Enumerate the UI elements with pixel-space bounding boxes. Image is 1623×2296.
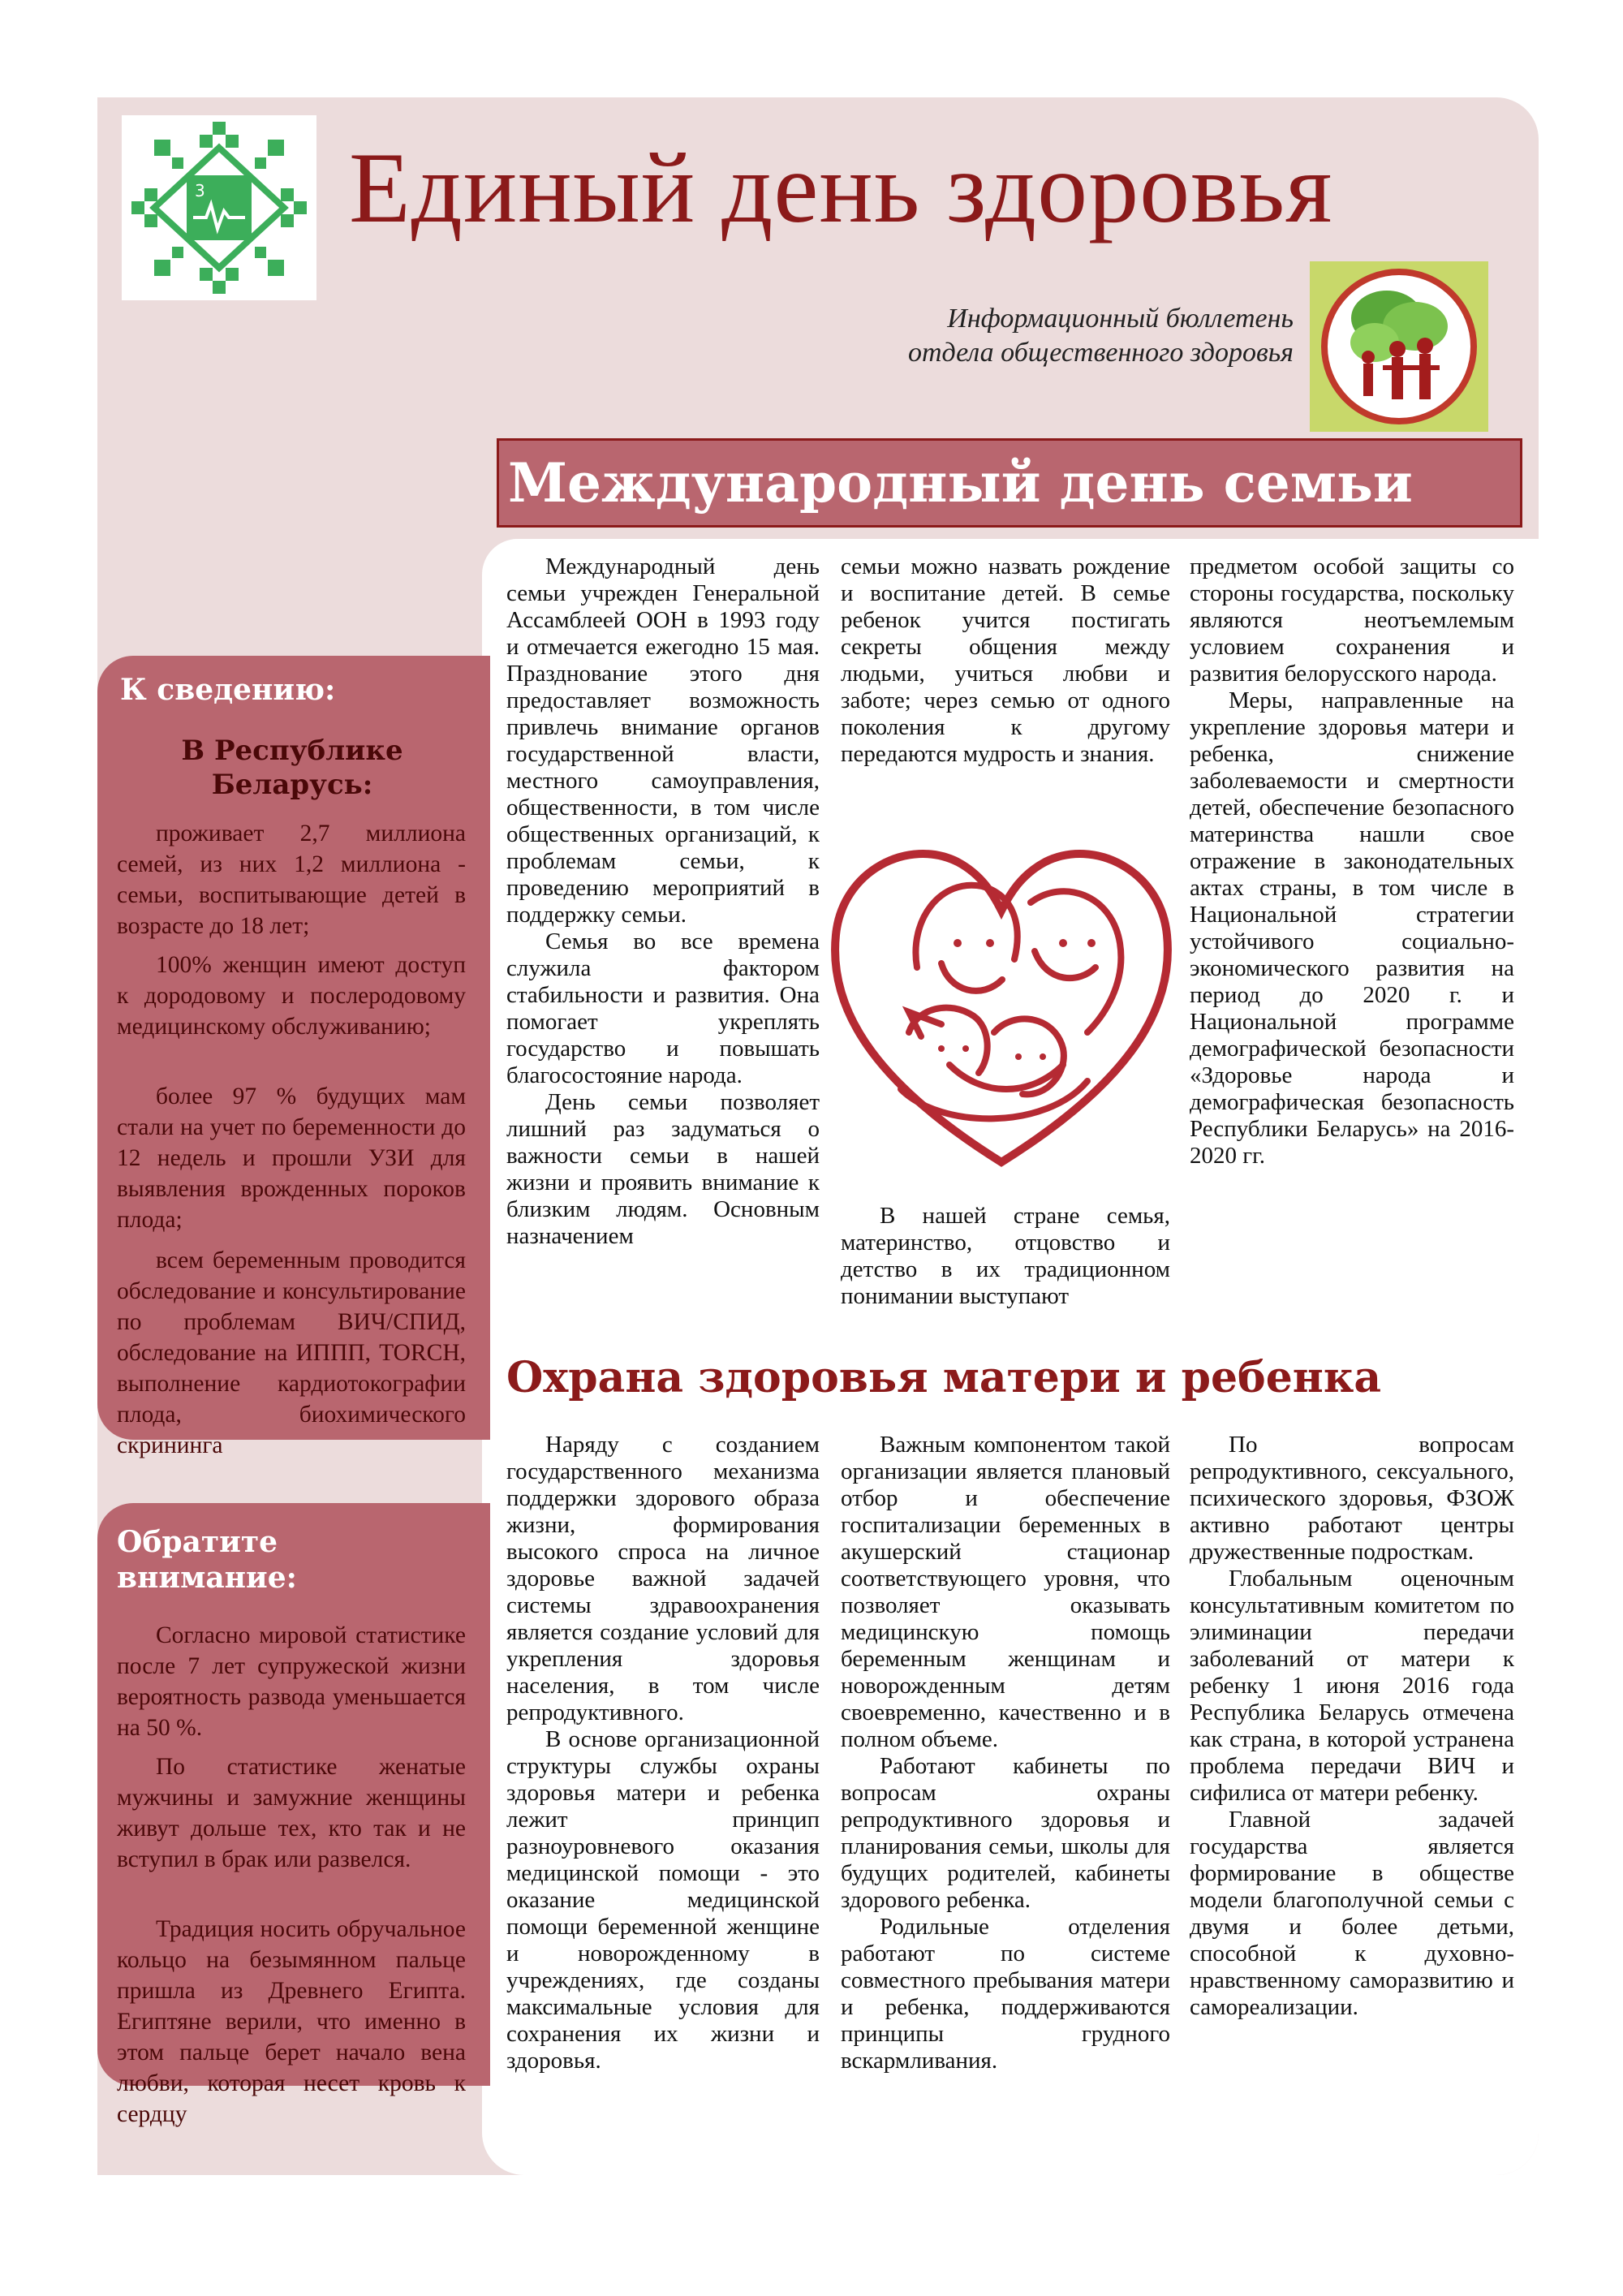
subtitle-line-1: Информационный бюллетень <box>947 304 1294 334</box>
public-health-emblem <box>1310 261 1488 432</box>
family-heart-icon <box>820 821 1183 1185</box>
attention-item: Согласно мировой статистике после 7 лет супружеской жизни вероятность развода уменьшается на 50 %. <box>117 1622 466 1741</box>
mother-child-column-3 <box>1190 1432 1514 2021</box>
paragraph: День семьи позволяет лишний раз задуматься о важности семьи в нашей жизни и проявить внимание к близким людям. Основным назначением <box>506 1089 820 1249</box>
health-ornament-logo <box>122 115 316 300</box>
paragraph: Наряду с созданием государственного механизма поддержки здорового образа жизни, формирования высокого спроса на личное здоровье важной задачей системы здравоохранения является создание условий для укрепления здоровья населения, в том числе репродуктивного. <box>506 1432 820 1725</box>
family-heart-image <box>820 821 1183 1185</box>
attention-heading-line-1: Обратите <box>117 1525 278 1559</box>
family-day-column-2 <box>841 554 1170 768</box>
paragraph: Важным компонентом такой организации является плановый отбор и обеспечение госпитализации беременных в акушерский стационар соответствующего уровня, что позволяет оказывать медицинскую помощь беременным женщинам и новорожденным детям своевременно, качественно и в полном объеме. <box>841 1432 1170 1752</box>
section-title-mother-child: Охрана здоровья матери и ребенка <box>506 1353 1382 1402</box>
info-item: более 97 % будущих мам стали на учет по беременности до 12 недель и прошли УЗИ для выявления врожденных пороков плода; <box>117 1083 466 1233</box>
mother-child-column-1 <box>506 1432 820 2074</box>
family-tree-emblem-icon <box>1310 261 1488 432</box>
family-day-column-1 <box>506 554 820 1250</box>
info-item: всем беременным проводится обследование и консультирование по проблемам ВИЧ/СПИД, обследование на ИППП, TORCH, выполнение кардиотокографии плода, биохимического скрининга <box>117 1247 466 1458</box>
attention-item: По статистике женатые мужчины и замужние женщины живут дольше тех, кто так и не вступил в брак или развелся. <box>117 1754 466 1872</box>
paragraph: предметом особой защиты со стороны государства, поскольку являются неотъемлемым условием сохранения и развития белорусского народа. <box>1190 554 1514 687</box>
family-day-column-2-bottom <box>841 1203 1170 1310</box>
paragraph: семьи можно назвать рождение и воспитание детей. В семье ребенок учится постигать секреты общения между людьми, учиться любви и заботе; через семью от одного поколения к другому передаются мудрость и знания. <box>841 554 1170 767</box>
paragraph: Международный день семьи учрежден Генеральной Ассамблеей ООН в 1993 году и отмечается ежегодно 15 мая. Празднование этого дня предоставляет возможность привлечь внимание органов государственной власти, местного самоуправления, общественности, в том числе общественных организаций, к проблемам семьи, к проведению мероприятий в поддержку семьи. <box>506 554 820 928</box>
paragraph: Меры, направленные на укрепление здоровья матери и ребенка, снижение заболеваемости и смертности детей, обеспечение безопасного материнства нашли свое отражение в законодательных актах страны, в том числе в Национальной стратегии устойчивого социально-экономического развития на период до 2020 г. и Национальной программе демографической безопасности «Здоровье народа и демографическая безопасность Республики Беларусь» на 2016-2020 гг. <box>1190 687 1514 1169</box>
paragraph: Семья во все времена служила фактором стабильности и развития. Она помогает укреплять государство и повышать благосостояние народа. <box>506 928 820 1088</box>
bulletin-subtitle <box>725 302 1294 370</box>
info-sidebar-heading: К сведению: <box>120 673 336 707</box>
mother-child-column-2 <box>841 1432 1170 2074</box>
health-ornament-icon <box>122 115 316 300</box>
section-title-family-day: Международный день семьи <box>508 451 1413 515</box>
paragraph: Глобальным оценочным консультативным комитетом по элиминации передачи заболеваний от матери к ребенку 1 июня 2016 года Республика Беларусь отмечена как страна, в которой устранена проблема передачи ВИЧ и сифилиса от матери ребенку. <box>1190 1566 1514 1806</box>
attention-item: Традиция носить обручальное кольцо на безымянном пальце пришла из Древнего Египта. Египтяне верили, что именно в этом пальце берет начало вена любви, которая несет кровь к сердцу <box>117 1916 466 2127</box>
attention-heading-line-2: внимание: <box>117 1561 297 1595</box>
info-item: проживает 2,7 миллиона семей, из них 1,2 миллиона - семьи, воспитывающие детей в возрасте до 18 лет; <box>117 821 466 939</box>
paragraph: Родильные отделения работают по системе совместного пребывания матери и ребенка, поддерживаются принципы грудного вскармливания. <box>841 1914 1170 2074</box>
paragraph: В основе организационной структуры службы охраны здоровья матери и ребенка лежит принцип разноуровневого оказания медицинской помощи - это оказание медицинской помощи беременной женщине и новорожденному в учреждениях, где созданы максимальные условия для сохранения их жизни и здоровья. <box>506 1726 820 2074</box>
info-sidebar-subheading: В Республике Беларусь: <box>181 734 403 801</box>
info-item: 100% женщин имеют доступ к дородовому и послеродовому медицинскому обслуживанию; <box>117 952 466 1040</box>
logo-badge-number: 3 <box>195 181 205 200</box>
family-day-column-3 <box>1190 554 1514 1170</box>
paragraph: В нашей стране семья, материнство, отцовство и детство в их традиционном понимании выступают <box>841 1203 1170 1309</box>
subtitle-line-2: отдела общественного здоровья <box>907 338 1294 368</box>
page-title: Единый день здоровья <box>349 132 1333 243</box>
attention-sidebar-heading <box>117 1524 297 1596</box>
paragraph: По вопросам репродуктивного, сексуального, психического здоровья, ФЗОЖ активно работают центры дружественные подросткам. <box>1190 1432 1514 1565</box>
paragraph: Работают кабинеты по вопросам охраны репродуктивного здоровья и планирования семьи, школы для будущих родителей, кабинеты здорового ребенка. <box>841 1753 1170 1913</box>
paragraph: Главной задачей государства является формирование в обществе модели благополучной семьи с двумя и более детьми, способной к духовно-нравственному саморазвитию и самореализации. <box>1190 1807 1514 2020</box>
